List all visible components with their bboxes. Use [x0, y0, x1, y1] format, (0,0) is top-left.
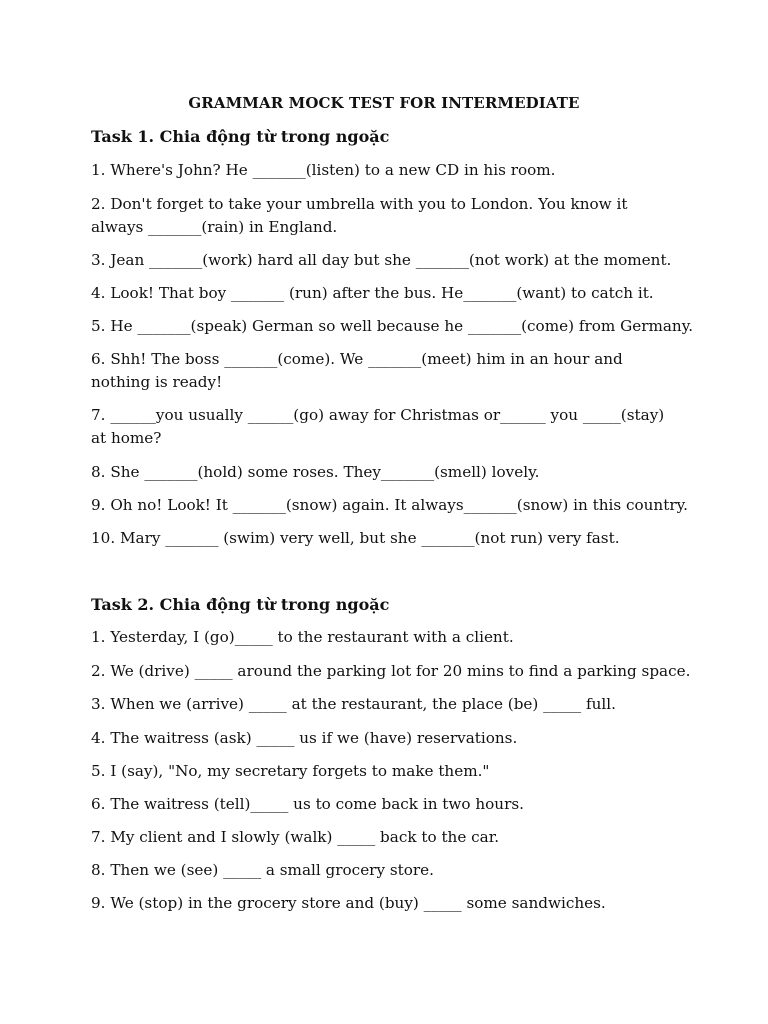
task-2-item-7: 7. My client and I slowly (walk) _____ back to the car. [91, 828, 500, 846]
task-2-item-1: 1. Yesterday, I (go)_____ to the restaurant with a client. [91, 628, 514, 646]
task-2-item-2: 2. We (drive) _____ around the parking lot for 20 mins to find a parking space. [91, 662, 691, 680]
task-1-item-7: 7. ______you usually ______(go) away for Christmas or______ you _____(stay) at home? [91, 406, 665, 447]
task-1-item-4: 4. Look! That boy _______ (run) after the bus. He_______(want) to catch it. [91, 284, 654, 302]
task-1-item-8: 8. She _______(hold) some roses. They_______(smell) lovely. [91, 463, 540, 481]
task-2-item-8: 8. Then we (see) _____ a small grocery store. [91, 861, 434, 879]
task-1-item-10: 10. Mary _______ (swim) very well, but she _______(not run) very fast. [91, 529, 620, 547]
task-1-item-5: 5. He _______(speak) German so well because he _______(come) from Germany. [91, 317, 694, 335]
task-1-item-3: 3. Jean _______(work) hard all day but she _______(not work) at the moment. [91, 251, 672, 269]
task-1-item-9: 9. Oh no! Look! It _______(snow) again. It always_______(snow) in this country. [91, 496, 688, 514]
task-2-item-3: 3. When we (arrive) _____ at the restaurant, the place (be) _____ full. [91, 695, 616, 713]
task-2-item-6: 6. The waitress (tell)_____ us to come back in two hours. [91, 795, 524, 813]
task-2-item-4: 4. The waitress (ask) _____ us if we (have) reservations. [91, 729, 518, 747]
task-1-item-2: 2. Don't forget to take your umbrella with you to London. You know it always _______(rain) in England. [91, 195, 628, 236]
task-1-heading: Task 1. Chia động từ trong ngoặc [91, 127, 390, 146]
task-1-item-1: 1. Where's John? He _______(listen) to a new CD in his room. [91, 161, 556, 179]
task-2-item-9: 9. We (stop) in the grocery store and (buy) _____ some sandwiches. [91, 894, 606, 912]
task-2-item-5: 5. I (say), "No, my secretary forgets to make them." [91, 762, 490, 780]
task-2-heading: Task 2. Chia động từ trong ngoặc [91, 595, 390, 614]
page-title: GRAMMAR MOCK TEST FOR INTERMEDIATE [188, 94, 580, 112]
task-1-item-6: 6. Shh! The boss _______(come). We _______(meet) him in an hour and nothing is ready! [91, 350, 623, 391]
